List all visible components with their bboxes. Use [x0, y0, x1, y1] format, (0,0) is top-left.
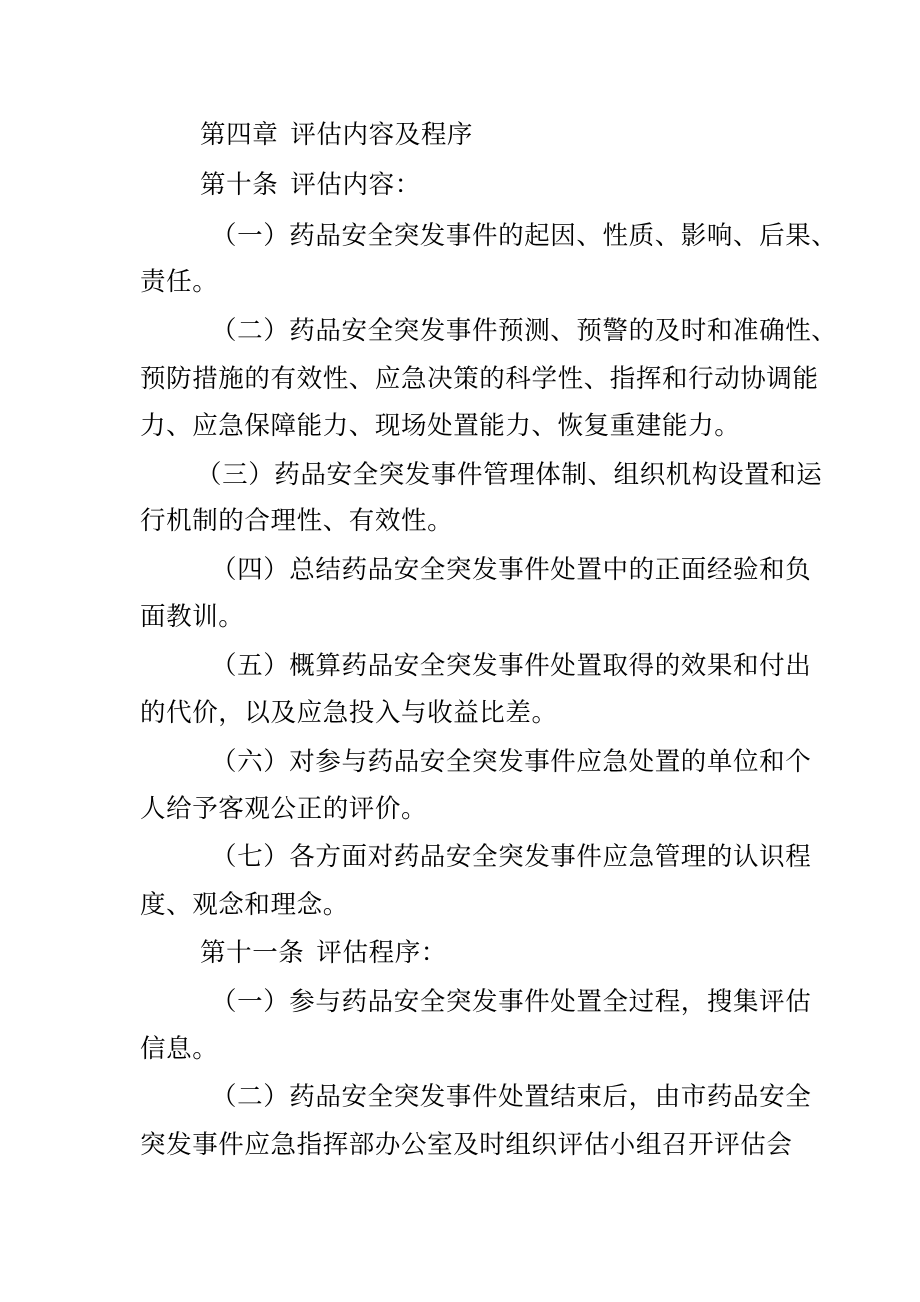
article-10-heading	[0, 161, 920, 209]
article-10-item-3-line-2: 行机制的合理性、有效性。	[140, 506, 454, 536]
article-10-heading-text: 评估内容：	[290, 170, 421, 200]
article-10-title: 第十条	[200, 170, 279, 200]
article-10-item-6-line-2: 人给予客观公正的评价。	[140, 794, 428, 824]
article-11-item-2-line-1: （二）药品安全突发事件处置结束后，由市药品安全	[211, 1082, 812, 1112]
article-11-heading-text: 评估程序：	[316, 938, 447, 968]
chapter-title: 第四章	[200, 120, 279, 150]
article-10-item-5-line-1: （五）概算药品安全突发事件处置取得的效果和付出	[211, 651, 812, 681]
article-11-item-1-line-1: （一）参与药品安全突发事件处置全过程，搜集评估	[211, 987, 812, 1017]
article-10-item-4-line-2: 面教训。	[140, 602, 245, 632]
article-10-item-3-line-1: （三）药品安全突发事件管理体制、组织机构设置和运	[196, 460, 823, 490]
article-11-item-1-line-2: 信息。	[140, 1034, 219, 1064]
article-10-item-7-line-2: 度、观念和理念。	[140, 890, 349, 920]
chapter-heading-text: 评估内容及程序	[290, 120, 474, 150]
article-10-item-1-line-1: （一）药品安全突发事件的起因、性质、影响、后果、	[211, 221, 838, 251]
article-11-heading	[0, 929, 920, 977]
article-10-item-6-line-1: （六）对参与药品安全突发事件应急处置的单位和个	[211, 747, 812, 777]
article-11-item-2-line-2: 突发事件应急指挥部办公室及时组织评估小组召开评估会	[140, 1130, 793, 1160]
article-10-item-4-line-1: （四）总结药品安全突发事件处置中的正面经验和负	[211, 555, 812, 585]
article-10-item-5-line-2: 的代价，以及应急投入与收益比差。	[140, 698, 558, 728]
article-10-item-7-line-1: （七）各方面对药品安全突发事件应急管理的认识程	[211, 842, 812, 872]
article-10-item-1-line-2: 责任。	[140, 267, 219, 297]
chapter-heading	[0, 111, 920, 159]
article-10-item-2-line-3: 力、应急保障能力、现场处置能力、恢复重建能力。	[140, 411, 741, 441]
article-10-item-2-line-2: 预防措施的有效性、应急决策的科学性、指挥和行动协调能	[140, 364, 819, 394]
article-11-title: 第十一条	[200, 938, 305, 968]
article-10-item-2-line-1: （二）药品安全突发事件预测、预警的及时和准确性、	[211, 316, 838, 346]
